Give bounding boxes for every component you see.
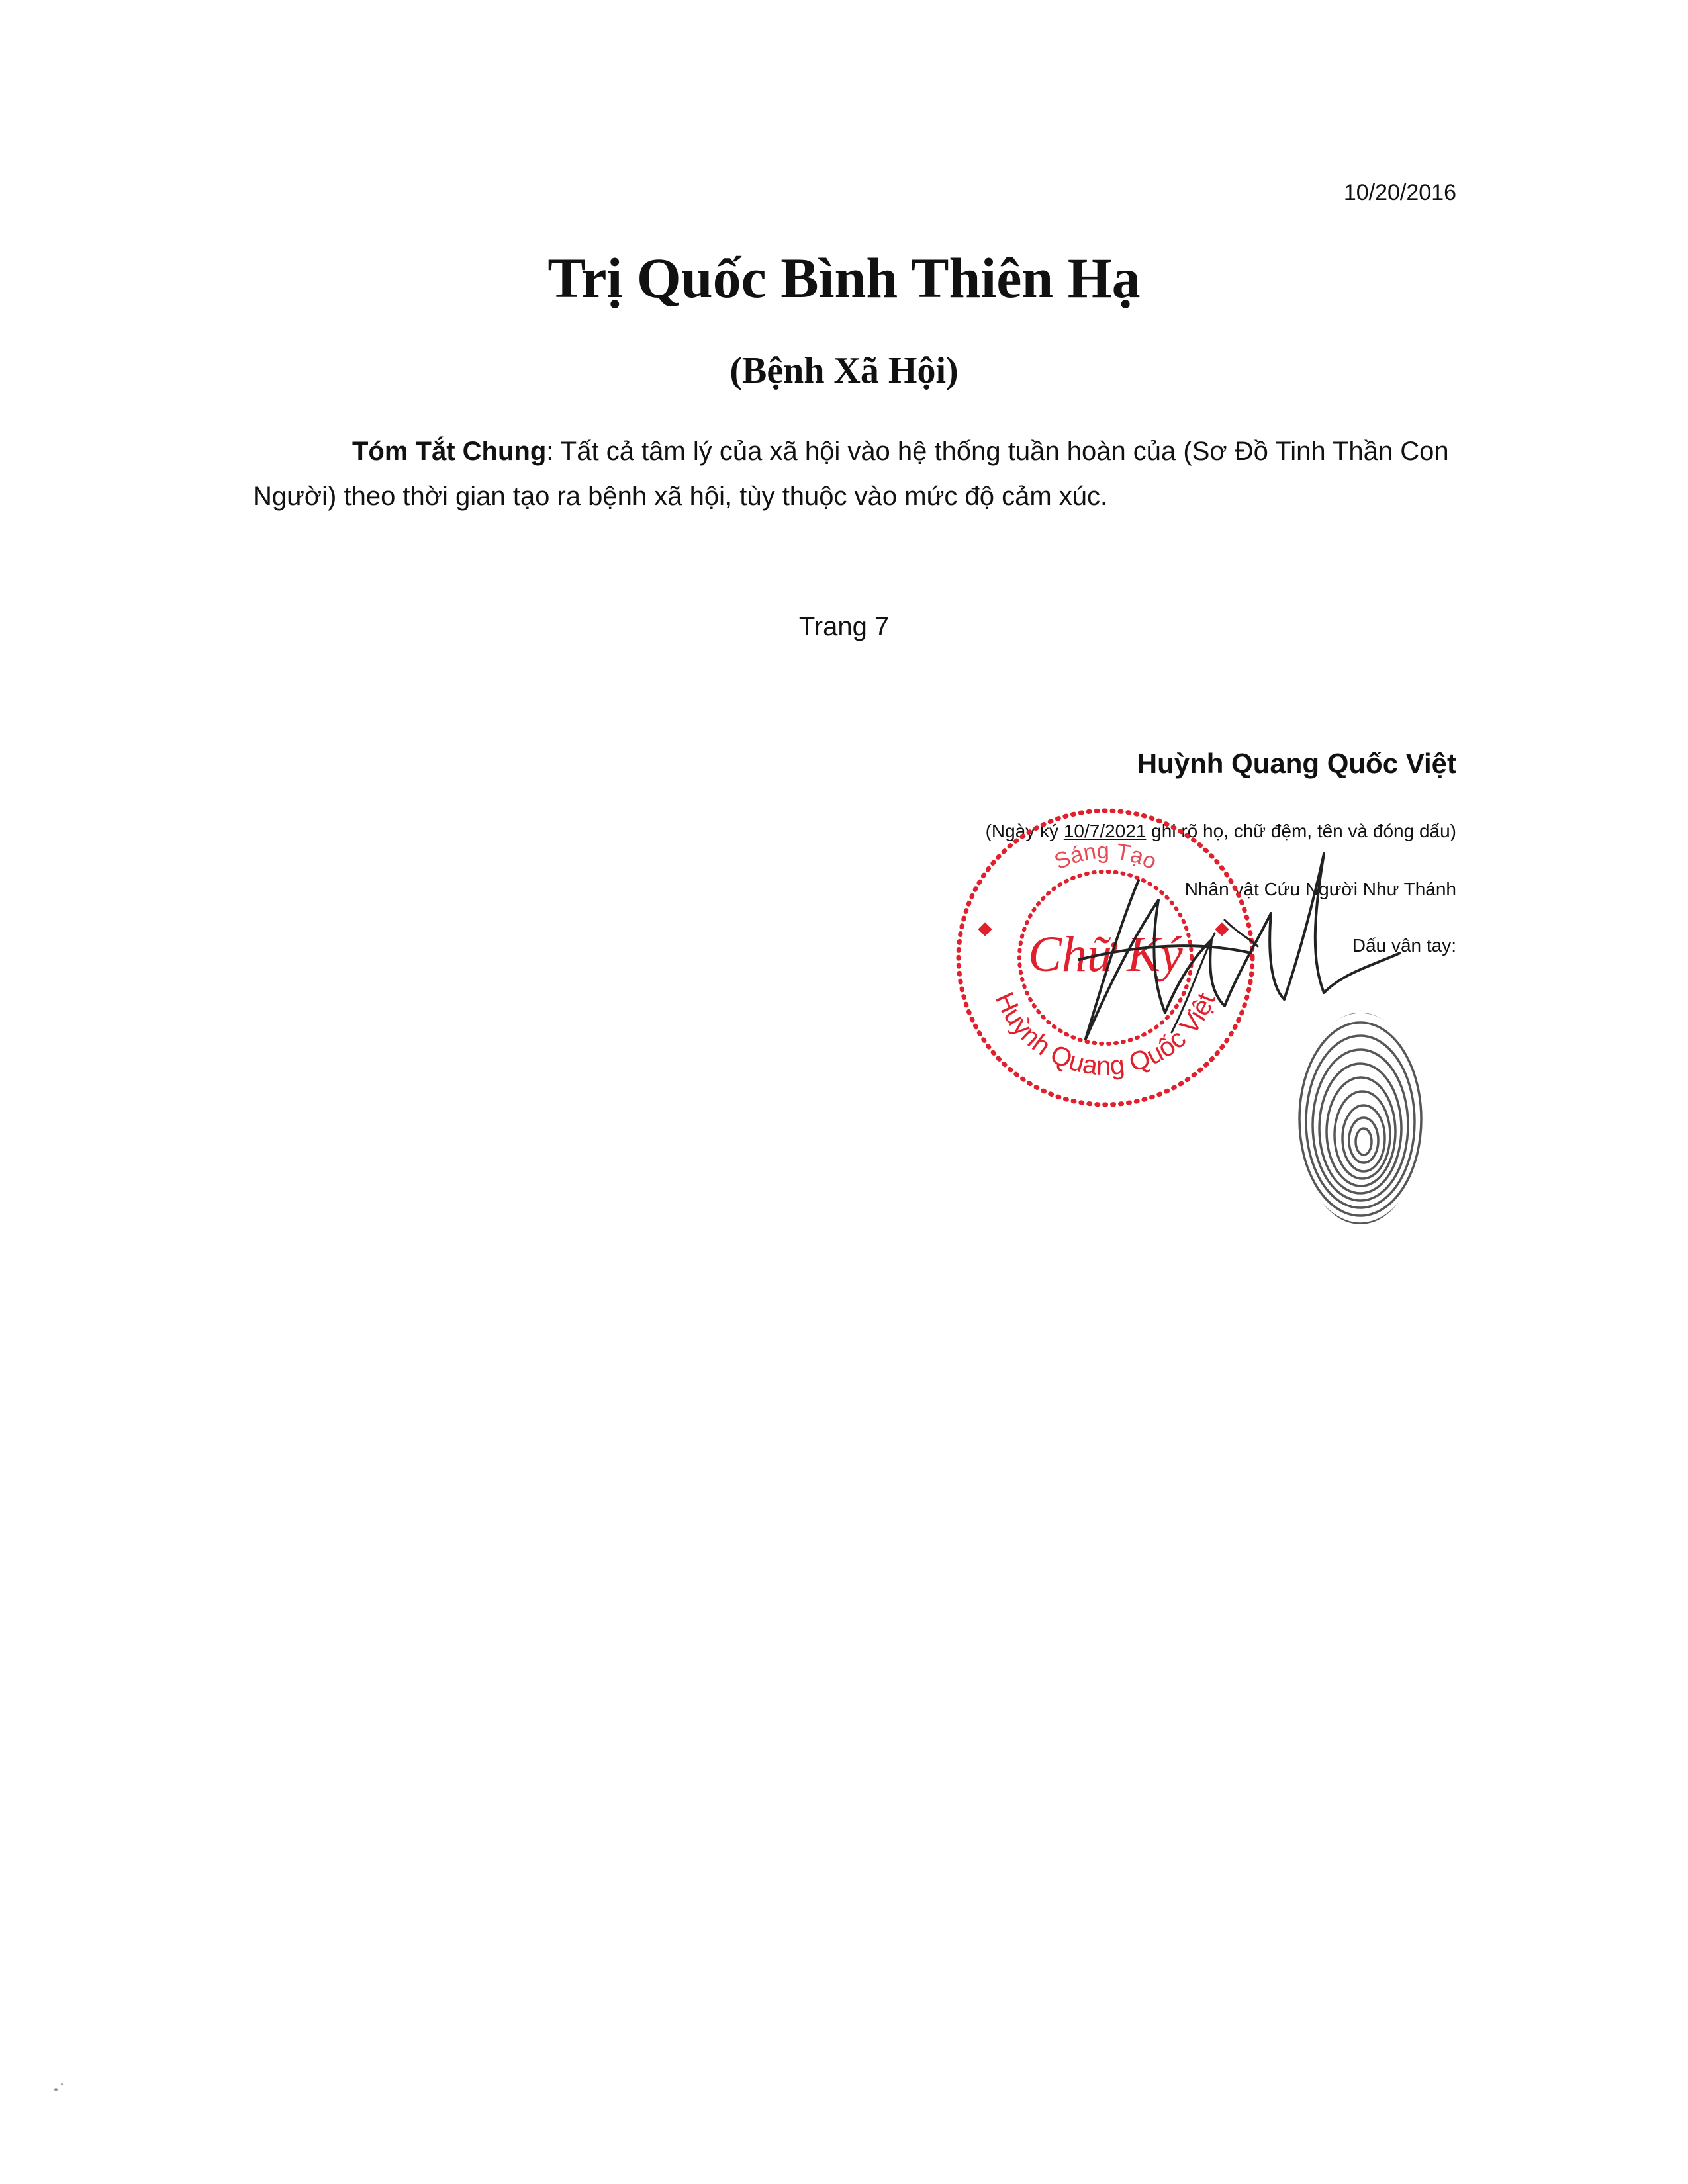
seal-top-text: Sáng Tạo [1051, 838, 1161, 875]
summary-label: Tóm Tắt Chung [352, 437, 547, 466]
summary-text: Tất cả tâm lý của xã hội vào hệ thống tuần hoàn của (Sơ Đồ Tinh Thần Con Người) theo thời gian tạo ra bệnh xã hội, tùy thuộc vào mức độ cảm xúc. [253, 437, 1449, 511]
summary-separator: : [546, 437, 554, 466]
scan-speck [54, 2088, 58, 2091]
document-subtitle: (Bệnh Xã Hội) [729, 350, 959, 391]
seal-diamond-left [978, 923, 992, 936]
role-line: Nhân vật Cứu Người Như Thánh [1184, 879, 1456, 899]
fingerprint-icon [1291, 1009, 1430, 1234]
page-number-label: Trang 7 [798, 612, 890, 641]
sign-note-prefix: (Ngày ký [985, 821, 1064, 841]
document-title: Trị Quốc Bình Thiên Hạ [547, 246, 1141, 310]
sign-date: 10/7/2021 [1063, 821, 1147, 841]
scan-speck [61, 2083, 63, 2085]
sign-note-suffix: ghi rõ họ, chữ đệm, tên và đóng dấu) [1146, 821, 1456, 841]
author-name: Huỳnh Quang Quốc Việt [1137, 748, 1456, 779]
fingerprint-label: Dấu vân tay: [1352, 935, 1456, 956]
summary-paragraph [253, 429, 1451, 519]
seal-center-text: Chữ Ký [1028, 927, 1183, 982]
seal-bottom-text: Huỳnh Quang Quốc Việt [989, 987, 1221, 1081]
document-date: 10/20/2016 [1343, 180, 1456, 205]
